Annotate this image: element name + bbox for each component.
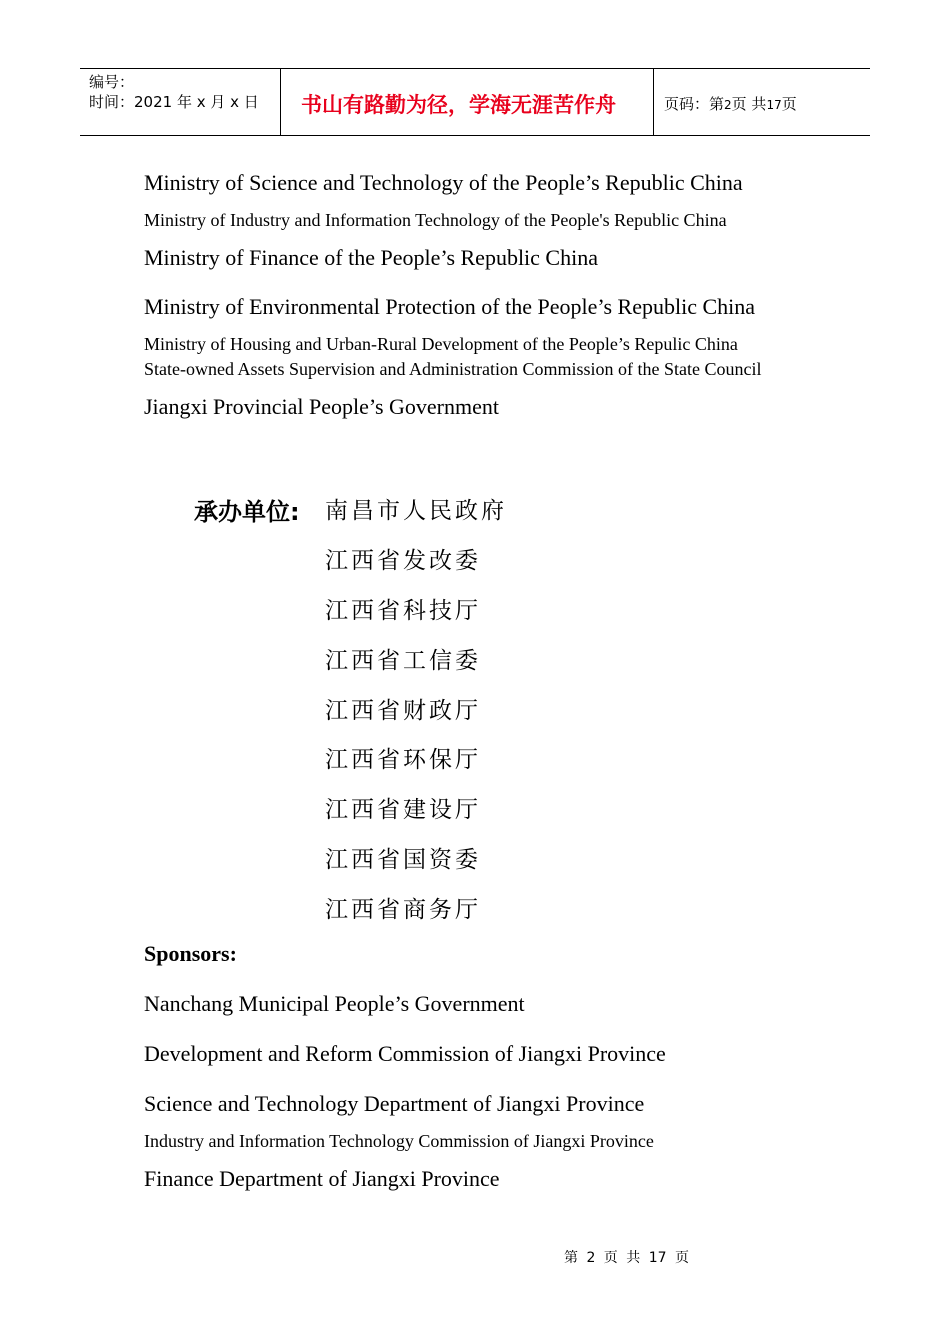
header-motto-cell: [281, 69, 654, 135]
header-time-label: 时间：2021 年 x 月 x 日: [89, 93, 259, 111]
organizer-item: 江西省发改委: [325, 548, 481, 574]
header-page-label: 页码：第: [664, 95, 725, 113]
organizer-item: 江西省国资委: [325, 847, 481, 873]
ministry-line: Ministry of Industry and Information Technology of the People's Republic China: [144, 210, 727, 230]
ministry-line: Ministry of Housing and Urban-Rural Development of the People’s Repulic China: [144, 334, 738, 354]
header-page-end: 页: [781, 95, 797, 113]
header-page-indicator: [664, 93, 797, 114]
header-page-cell: [654, 69, 870, 135]
organizer-item: 江西省财政厅: [325, 698, 481, 724]
page-header: [80, 68, 870, 136]
sponsors-title: Sponsors:: [144, 941, 237, 966]
header-page-total: 17: [766, 98, 782, 112]
header-page-number: 2: [724, 98, 732, 112]
ministry-line: Ministry of Science and Technology of the People’s Republic China: [144, 170, 743, 195]
ministry-line: Ministry of Environmental Protection of the People’s Republic China: [144, 294, 756, 319]
sponsor-line: Finance Department of Jiangxi Province: [144, 1166, 500, 1191]
header-meta-cell: [80, 69, 281, 135]
page-footer: 第 2 页 共 17 页: [564, 1250, 689, 1266]
header-number-label: 编号：: [89, 73, 135, 91]
ministry-line: State-owned Assets Supervision and Administration Commission of the State Council: [144, 359, 762, 379]
organizer-item: 江西省科技厅: [325, 598, 481, 624]
header-page-mid: 页 共: [731, 95, 767, 113]
organizer-item: 江西省环保厅: [325, 747, 481, 773]
organizer-item: 江西省工信委: [325, 648, 481, 674]
sponsor-line: Nanchang Municipal People’s Government: [144, 991, 525, 1016]
organizer-item: 南昌市人民政府: [325, 498, 507, 524]
organizer-item: 江西省建设厅: [325, 797, 481, 823]
organizer-item: 江西省商务厅: [325, 897, 481, 923]
sponsor-line: Industry and Information Technology Commission of Jiangxi Province: [144, 1131, 654, 1151]
header-motto: 书山有路勤为径，学海无涯苦作舟: [301, 93, 616, 117]
organizers-label: 承办单位:: [194, 498, 300, 526]
sponsor-line: Science and Technology Department of Jiangxi Province: [144, 1091, 645, 1116]
ministry-line: Jiangxi Provincial People’s Government: [144, 394, 499, 419]
sponsor-line: Development and Reform Commission of Jiangxi Province: [144, 1041, 666, 1066]
ministry-line: Ministry of Finance of the People’s Republic China: [144, 245, 598, 270]
